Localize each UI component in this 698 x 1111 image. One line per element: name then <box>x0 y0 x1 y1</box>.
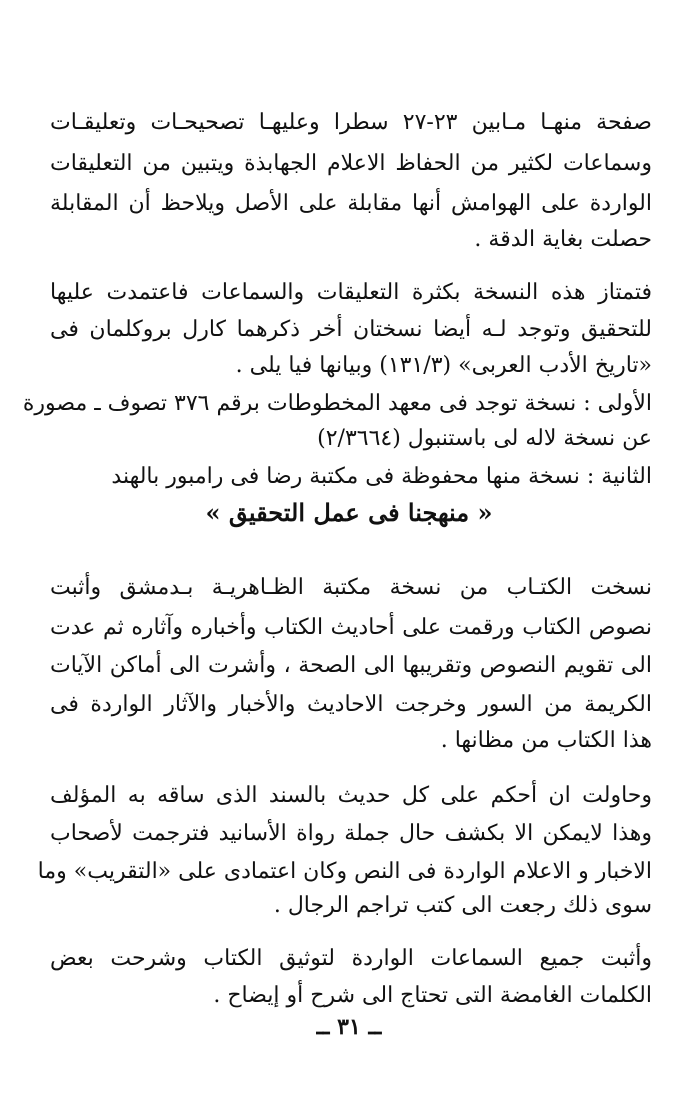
paragraph-4-line-3: الاخبار و الاعلام الواردة فى النص وكان اعتمادى على «التقريب» وما <box>37 859 652 884</box>
paragraph-3-line-5: هذا الكتاب من مظانها . <box>440 728 652 753</box>
paragraph-4-line-2: وهذا لايمكن الا بكشف حال جملة رواة الأسانيد فترجمت لأصحاب <box>50 821 652 846</box>
paragraph-3-line-1: نسخت الكتـاب من نسخة مكتبة الظـاهريـة بـدمشق وأثبت <box>50 575 652 600</box>
paragraph-4-line-1: وحاولت ان أحكم على كل حديث بالسند الذى ساقه به المؤلف <box>50 783 652 808</box>
paragraph-1-line-3: الواردة على الهوامش أنها مقابلة على الأصل ويلاحظ أن المقابلة <box>50 191 652 216</box>
page-number: ــ ٣١ ــ <box>316 1014 382 1040</box>
paragraph-1-line-1: صفحة منهـا مـابين ٢٣-٢٧ سطرا وعليهـا تصحيحـات وتعليقـات <box>50 110 652 135</box>
paragraph-2-line-2: للتحقيق وتوجد لـه أيضا نسختان أخر ذكرهما كارل بروكلمان فى <box>50 317 652 342</box>
paragraph-2-line-4: الأولى : نسخة توجد فى معهد المخطوطات برقم ٣٧٦ تصوف ـ مصورة <box>22 391 652 416</box>
paragraph-2-line-1: فتمتاز هذه النسخة بكثرة التعليقات والسماعات فاعتمدت عليها <box>50 280 652 305</box>
paragraph-4-line-4: سوى ذلك رجعت الى كتب تراجم الرجال . <box>273 893 652 918</box>
paragraph-3-line-3: الى تقويم النصوص وتقريبها الى الصحة ، وأشرت الى أماكن الآيات <box>50 653 652 678</box>
paragraph-2-line-3: «تاريخ الأدب العربى» (١٣١/٣) وبيانها فيا يلى . <box>235 353 652 378</box>
paragraph-3-line-2: نصوص الكتاب ورقمت على أحاديث الكتاب وأخباره وآثاره ثم عدت <box>50 615 652 640</box>
paragraph-2-line-6: الثانية : نسخة منها محفوظة فى مكتبة رضا فى رامبور بالهند <box>111 464 652 489</box>
section-heading: « منهجنا فى عمل التحقيق » <box>205 498 493 527</box>
paragraph-1-line-2: وسماعات لكثير من الحفاظ الاعلام الجهابذة ويتبين من التعليقات <box>50 151 652 176</box>
paragraph-2-line-5: عن نسخة لاله لى باستنبول (٢/٣٦٦٤) <box>317 426 652 451</box>
paragraph-5-line-2: الكلمات الغامضة التى تحتاج الى شرح أو إيضاح . <box>213 983 652 1008</box>
paragraph-5-line-1: وأثبت جميع السماعات الواردة لتوثيق الكتاب وشرحت بعض <box>50 946 652 971</box>
paragraph-3-line-4: الكريمة من السور وخرجت الاحاديث والأخبار والآثار الواردة فى <box>50 692 652 717</box>
paragraph-1-line-4: حصلت بغاية الدقة . <box>474 227 652 252</box>
